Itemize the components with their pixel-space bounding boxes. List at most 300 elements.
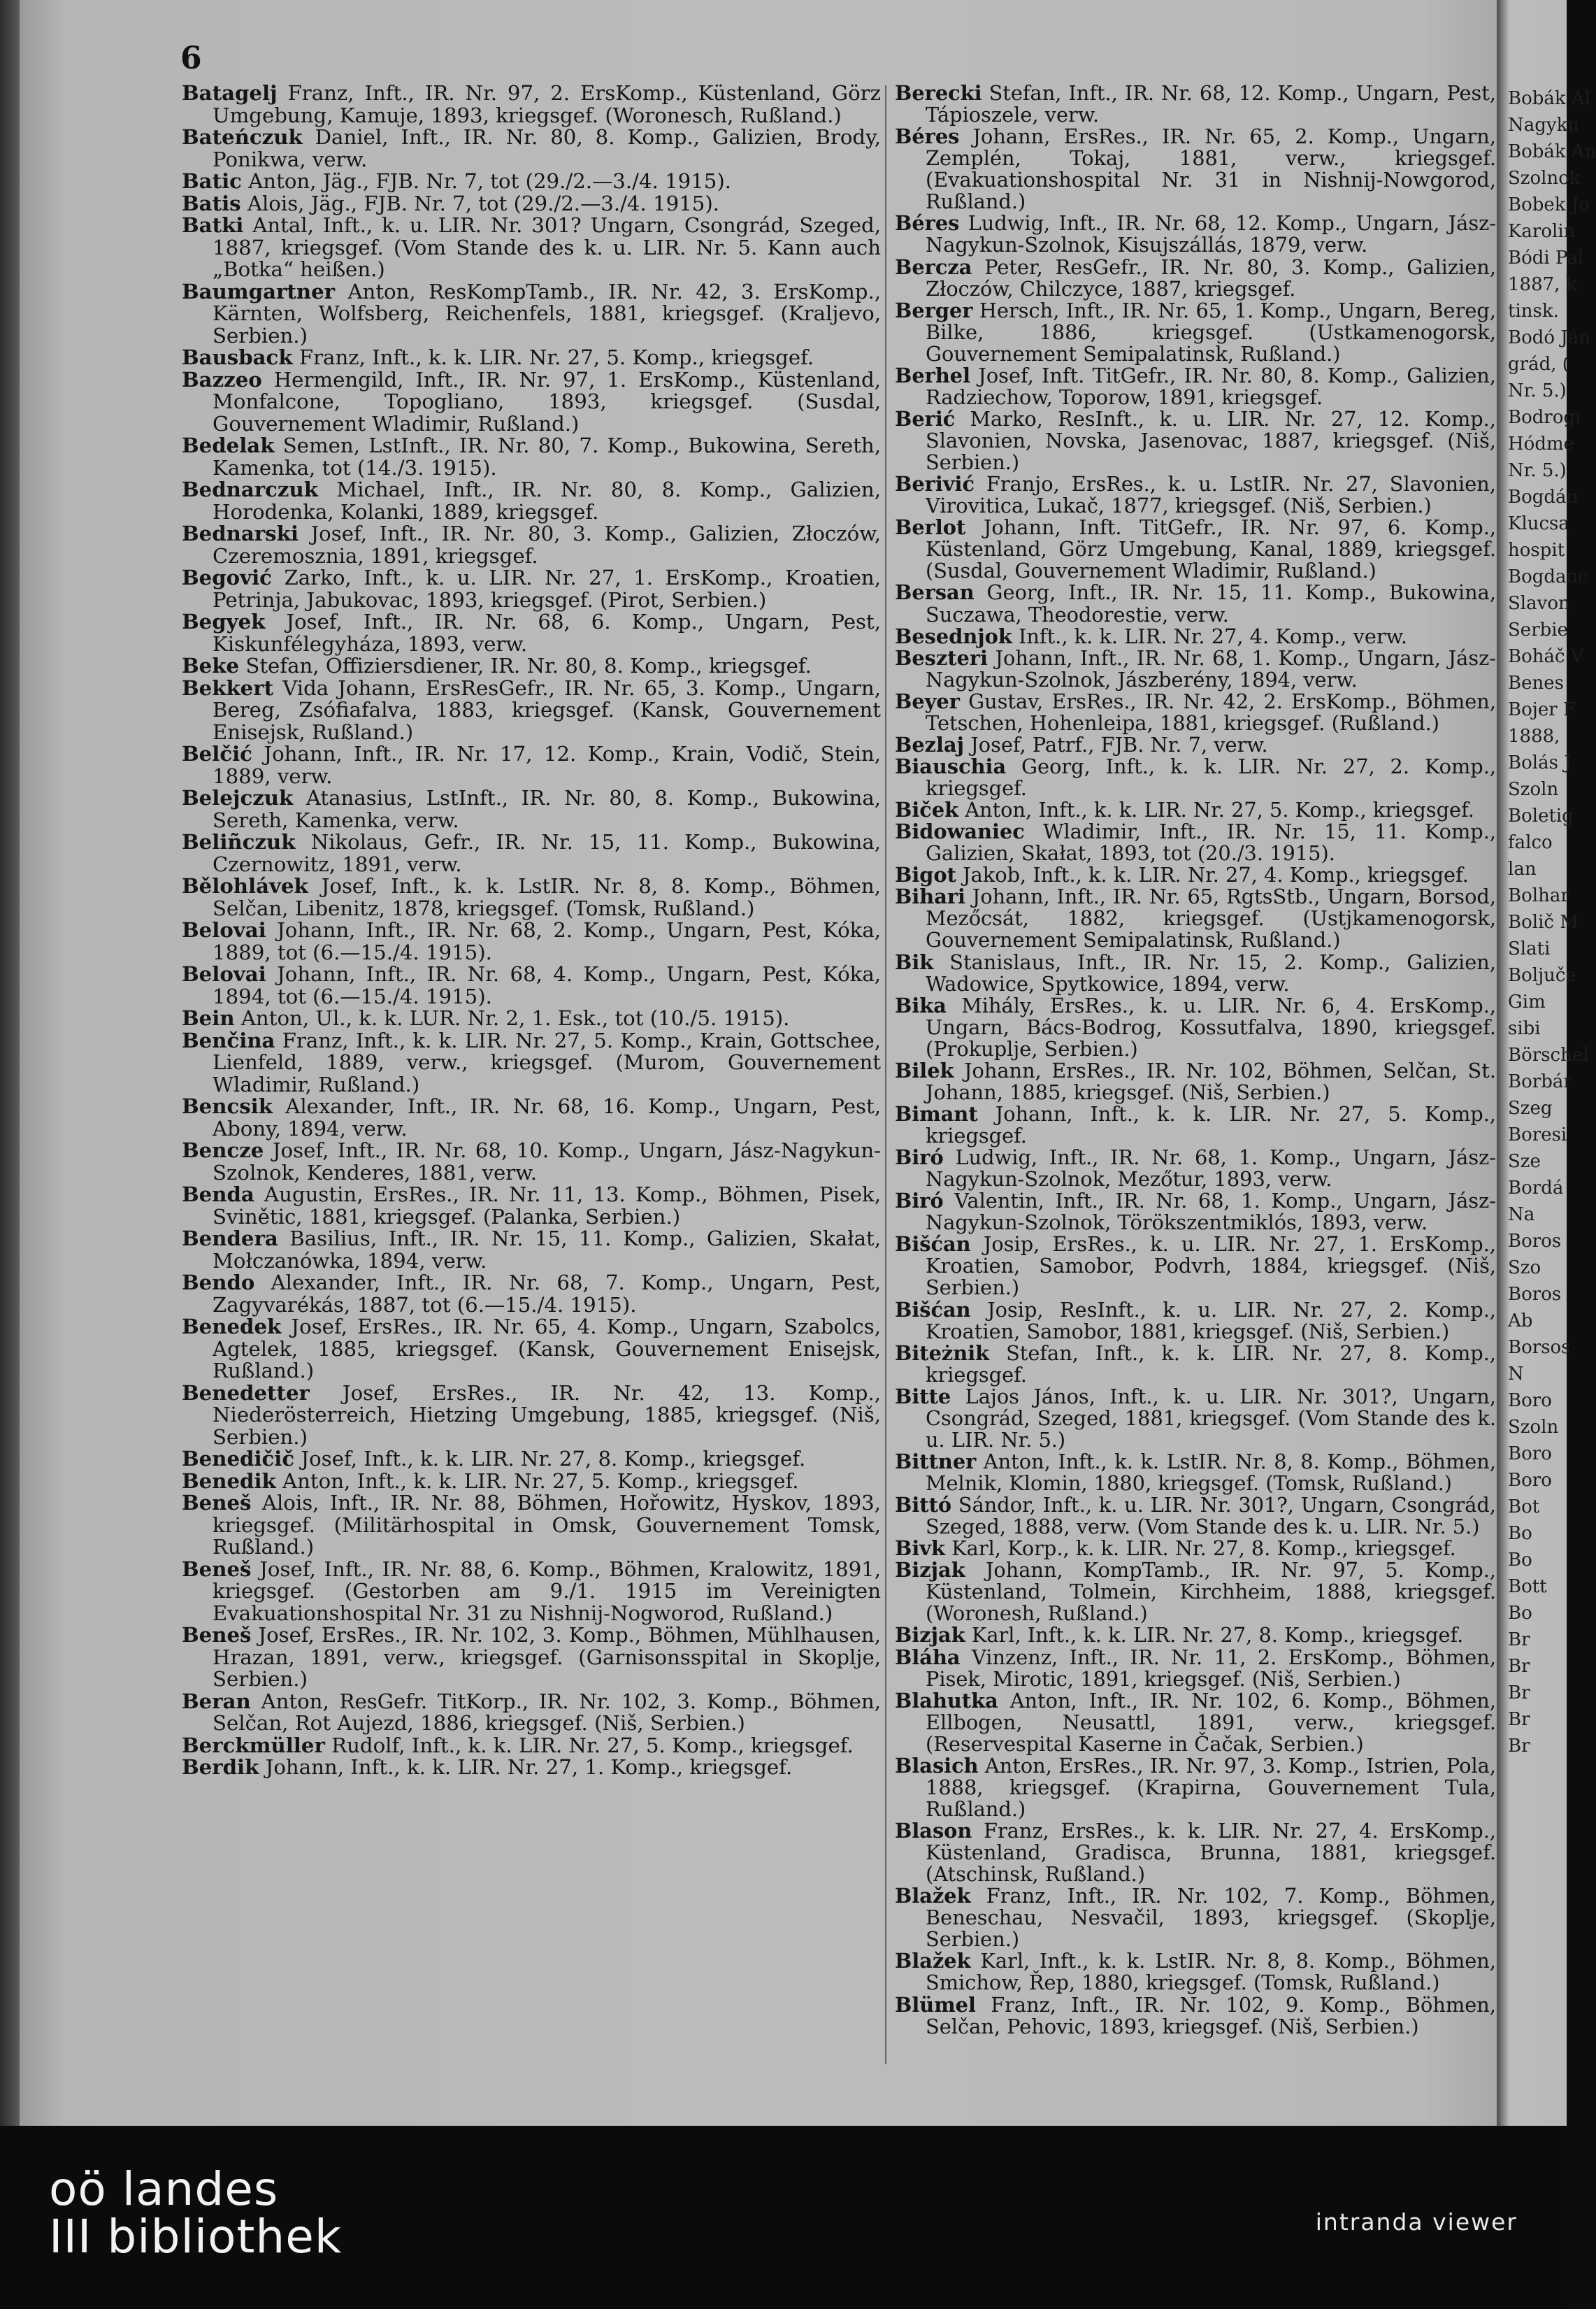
entry-surname: Bittner — [895, 1449, 977, 1473]
scanned-page — [20, 0, 1497, 2126]
column-divider — [885, 85, 886, 2064]
entry-details: Basilius, Inft., IR. Nr. 15, 11. Komp., Galizien, Skałat, Mołczanówka, 1894, verw. — [213, 1227, 881, 1273]
entry-details: Ludwig, Inft., IR. Nr. 68, 1. Komp., Ungarn, Jász-Nagykun-Szolnok, Mezőtur, 1893, verw. — [926, 1145, 1497, 1192]
next-page-line: N — [1508, 1364, 1524, 1385]
next-page-line: 1888, — [1508, 726, 1560, 747]
register-entry — [895, 1451, 1496, 1494]
register-entry — [895, 1950, 1496, 1994]
next-page-line: Boro — [1508, 1390, 1552, 1411]
next-page-line: Klucsa — [1508, 513, 1569, 534]
entry-surname: Batagelj — [182, 81, 278, 105]
register-entry — [182, 743, 881, 787]
register-entry — [895, 365, 1496, 408]
entry-surname: Berhel — [895, 363, 971, 387]
entry-surname: Berivić — [895, 472, 975, 496]
next-page-line: Bodó Ján — [1508, 327, 1590, 348]
entry-details: Johann, ErsRes., IR. Nr. 65, 2. Komp., Ungarn, Zemplén, Tokaj, 1881, verw., kriegsgef. (Evakuationshospital Nr. 31 in Nishnij-Nowgorod, Rußland.) — [926, 124, 1496, 214]
register-entry — [895, 300, 1496, 365]
entry-details: Gustav, ErsRes., IR. Nr. 42, 2. ErsKomp., Böhmen, Tetschen, Hohenleipa, 1881, kriegsgef. (Rußland.) — [926, 689, 1496, 735]
entry-details: Hersch, Inft., IR. Nr. 65, 1. Komp., Ungarn, Bereg, Bilke, 1886, kriegsgef. (Ustkamenogorsk, Gouvernement Semipalatinsk, Rußland.) — [926, 298, 1496, 366]
register-entry — [182, 1140, 881, 1184]
next-page-line: tinsk. — [1508, 301, 1559, 322]
register-entry — [182, 1382, 881, 1449]
register-entry — [182, 567, 881, 611]
entry-details: Stanislaus, Inft., IR. Nr. 15, 2. Komp., Galizien, Wadowice, Spytkowice, 1894, verw. — [926, 950, 1497, 996]
entry-details: Karl, Inft., k. k. LIR. Nr. 27, 8. Komp., kriegsgef. — [971, 1623, 1464, 1647]
entry-details: Alexander, Inft., IR. Nr. 68, 7. Komp., Ungarn, Pest, Zagyvarékás, 1887, tot (6.—15./4. 1915). — [213, 1271, 882, 1317]
next-page-line: Benes — [1508, 673, 1564, 694]
entry-surname: Bivk — [895, 1536, 945, 1561]
entry-details: Atanasius, LstInft., IR. Nr. 80, 8. Komp., Bukowina, Sereth, Kamenka, verw. — [213, 786, 881, 832]
entry-details: Franjo, ErsRes., k. u. LstIR. Nr. 27, Slavonien, Virovitica, Lukač, 1877, kriegsgef. (Niš, Serbien.) — [926, 472, 1497, 518]
next-page-line: Boresi — [1508, 1124, 1567, 1145]
entry-details: Jakob, Inft., k. k. LIR. Nr. 27, 4. Komp., kriegsgef. — [963, 863, 1469, 887]
register-entry — [895, 1647, 1496, 1690]
entry-details: Johann, Inft., IR. Nr. 68, 4. Komp., Ungarn, Pest, Kóka, 1894, tot (6.—15./4. 1915). — [213, 962, 882, 1008]
register-entry — [895, 1103, 1496, 1147]
entry-surname: Belčić — [182, 742, 252, 766]
entry-surname: Blümel — [895, 1992, 976, 2017]
next-page-line: Bogdán — [1508, 487, 1579, 508]
register-entry — [895, 626, 1496, 648]
register-entry — [182, 675, 882, 744]
entry-details: Anton, Inft., k. k. LstIR. Nr. 8, 8. Komp., Böhmen, Melnik, Klomin, 1880, kriegsgef. (Tomsk, Rußland.) — [926, 1449, 1496, 1495]
entry-surname: Biauschia — [895, 754, 1007, 778]
next-page-line: Szoln — [1508, 779, 1559, 800]
entry-details: Josef, Inft., IR. Nr. 68, 10. Komp., Ungarn, Jász-Nagykun-Szolnok, Kenderes, 1881, verw. — [213, 1138, 882, 1185]
entry-surname: Bedelak — [182, 434, 275, 457]
entry-details: Mihály, ErsRes., k. u. LIR. Nr. 6, 4. ErsKomp., Ungarn, Bács-Bodrog, Kossutfalva, 1890, kriegsgef. (Prokuplje, Serbien.) — [926, 993, 1496, 1061]
entry-surname: Blason — [895, 1819, 972, 1843]
entry-surname: Benedik — [182, 1468, 276, 1493]
entry-surname: Bednarski — [182, 522, 299, 545]
entry-surname: Béres — [895, 124, 960, 149]
entry-surname: Bekkert — [182, 675, 274, 700]
entry-details: Anton, Inft., k. k. LIR. Nr. 27, 5. Komp., kriegsgef. — [965, 798, 1474, 822]
entry-surname: Bercza — [895, 255, 972, 279]
next-page-line: Börschel — [1508, 1045, 1589, 1066]
entry-surname: Belovai — [182, 918, 266, 942]
entry-details: Johann, Inft., IR. Nr. 65, RgtsStb., Ungarn, Borsod, Mezőcsát, 1882, kriegsgef. (Ustjkamenogorsk, Gouvernement Semipalatinsk, Rußland.) — [926, 885, 1496, 952]
next-page-line: Br — [1508, 1629, 1530, 1650]
register-entry — [895, 1885, 1496, 1950]
entry-surname: Biteżnik — [895, 1341, 990, 1365]
register-entry — [182, 281, 881, 348]
entry-details: Johann, Inft., k. k. LIR. Nr. 27, 1. Komp., kriegsgef. — [265, 1755, 793, 1779]
entry-details: Nikolaus, Gefr., IR. Nr. 15, 11. Komp., Bukowina, Czernowitz, 1891, verw. — [213, 830, 881, 876]
entry-details: Franz, Inft., IR. Nr. 102, 9. Komp., Böhmen, Selčan, Pehovic, 1893, kriegsgef. (Niš, Serbien.) — [926, 1992, 1496, 2038]
next-page-line: Bolás J — [1508, 752, 1572, 773]
entry-surname: Bendo — [182, 1271, 255, 1294]
register-entry — [895, 257, 1496, 300]
entry-surname: Bencze — [182, 1138, 264, 1162]
next-page-line: 1887, k — [1508, 274, 1577, 295]
library-logo-line2[interactable]: III bibliothek — [49, 2210, 343, 2264]
register-entry — [895, 1060, 1496, 1103]
register-entry — [895, 1494, 1496, 1538]
next-page-line: Sze — [1508, 1151, 1541, 1172]
register-entry — [895, 517, 1496, 582]
register-entry — [182, 1757, 881, 1779]
entry-details: Josef, Inft., IR. Nr. 88, 6. Komp., Böhmen, Kralowitz, 1891, kriegsgef. (Gestorben am 9./1. 1915 im Vereinigten Evakuationshospital Nr. 31 zu Nishnij-Nogworod, Rußland.) — [213, 1557, 881, 1625]
left-column — [182, 83, 881, 1779]
register-entry — [182, 1559, 881, 1625]
register-entry — [895, 1559, 1496, 1624]
entry-surname: Belejczuk — [182, 786, 294, 810]
entry-details: Vida Johann, ErsResGefr., IR. Nr. 65, 3. Komp., Ungarn, Bereg, Zsófiafalva, 1883, kriegsgef. (Kansk, Gouvernement Enisejsk, Rußland.) — [213, 675, 882, 744]
register-entry — [182, 171, 881, 193]
register-entry — [182, 1448, 881, 1471]
register-entry — [895, 864, 1496, 886]
entry-details: Franz, Inft., k. k. LIR. Nr. 27, 5. Komp., kriegsgef. — [299, 345, 814, 369]
entry-surname: Beszteri — [895, 645, 988, 670]
next-page-line: Boro — [1508, 1470, 1552, 1491]
entry-surname: Bendera — [182, 1227, 278, 1250]
entry-surname: Biró — [895, 1189, 944, 1213]
next-page-line: Bolhar — [1508, 885, 1569, 906]
entry-surname: Begyek — [182, 610, 266, 634]
next-page-line: Ab — [1508, 1310, 1533, 1331]
register-entry — [895, 799, 1496, 821]
entry-surname: Batis — [182, 191, 241, 215]
entry-details: Anton, Inft., IR. Nr. 102, 6. Komp., Böhmen, Ellbogen, Neusattl, 1891, verw., kriegsgef. (Reservespital Kaserne in Čačak, Serbien.) — [926, 1688, 1496, 1756]
entry-details: Josip, ResInft., k. u. LIR. Nr. 27, 2. Komp., Kroatien, Samobor, 1881, kriegsgef. (Niš, Serbien.) — [926, 1297, 1497, 1343]
next-page-line: Szoln — [1508, 1417, 1559, 1438]
entry-details: Ludwig, Inft., IR. Nr. 68, 12. Komp., Ungarn, Jász-Nagykun-Szolnok, Kisujszállás, 1879, verw. — [926, 211, 1496, 257]
register-entry — [182, 1492, 881, 1559]
entry-details: Josef, ErsRes., IR. Nr. 65, 4. Komp., Ungarn, Szabolcs, Agtelek, 1885, kriegsgef. (Kansk, Gouvernement Enisejsk, Rußland.) — [213, 1315, 881, 1382]
next-page-line: Boro — [1508, 1443, 1552, 1464]
entry-surname: Batki — [182, 213, 244, 237]
entry-details: Anton, Ul., k. k. LUR. Nr. 2, 1. Esk., tot (10./5. 1915). — [240, 1006, 790, 1030]
entry-details: Anton, ResKompTamb., IR. Nr. 42, 3. ErsKomp., Kärnten, Wolfsberg, Reichenfels, 1881, kriegsgef. (Kraljevo, Serbien.) — [213, 279, 882, 348]
entry-details: Alois, Inft., IR. Nr. 88, Böhmen, Hořowitz, Hyskov, 1893, kriegsgef. (Militärhospital in Omsk, Gouvernement Tomsk, Rußland.) — [213, 1491, 881, 1559]
entry-details: Inft., k. k. LIR. Nr. 27, 4. Komp., verw. — [1019, 624, 1408, 648]
entry-details: Josef, ErsRes., IR. Nr. 102, 3. Komp., Böhmen, Mühlhausen, Hrazan, 1891, verw., kriegsgef. (Garnisonsspital in Skoplje, Serbien.) — [213, 1623, 881, 1691]
entry-details: Valentin, Inft., IR. Nr. 68, 1. Komp., Ungarn, Jász-Nagykun-Szolnok, Törökszentmiklós, 1893, verw. — [926, 1189, 1496, 1235]
register-entry — [182, 83, 881, 127]
entry-details: Josef, Inft. TitGefr., IR. Nr. 80, 8. Komp., Galizien, Radziechow, Toporow, 1891, kriegsgef. — [926, 363, 1497, 409]
next-page-line: grád, ( — [1508, 354, 1569, 375]
entry-surname: Bazzeo — [182, 367, 262, 392]
entry-surname: Besednjok — [895, 624, 1012, 648]
register-entry — [182, 435, 881, 479]
next-page-line: falco — [1508, 832, 1553, 853]
next-page-line: Na — [1508, 1204, 1535, 1225]
next-page-line: Bódi Pal — [1508, 248, 1584, 269]
book-gutter — [0, 0, 20, 2126]
entry-details: Josip, ErsRes., k. u. LIR. Nr. 27, 1. ErsKomp., Kroatien, Samobor, Podvrh, 1884, kriegsgef. (Niš, Serbien.) — [926, 1232, 1496, 1300]
entry-surname: Beran — [182, 1689, 251, 1713]
entry-surname: Bersan — [895, 580, 975, 605]
register-entry — [182, 479, 881, 523]
entry-surname: Berecki — [895, 81, 982, 105]
entry-details: Anton, ErsRes., IR. Nr. 97, 3. Komp., Istrien, Pola, 1888, kriegsgef. (Krapirna, Gouvernement Tula, Rußland.) — [926, 1753, 1497, 1821]
entry-surname: Bezlaj — [895, 732, 965, 757]
next-page-line: Bot — [1508, 1496, 1540, 1517]
entry-surname: Berger — [895, 298, 973, 322]
next-page-line: Br — [1508, 1656, 1530, 1677]
register-entry — [895, 952, 1496, 995]
register-entry — [895, 645, 1496, 692]
next-page-line: Hódme — [1508, 434, 1575, 455]
entry-details: Franz, Inft., IR. Nr. 97, 2. ErsKomp., Küstenland, Görz Umgebung, Kamuje, 1893, kriegsgef. (Woronesch, Rußland.) — [213, 81, 881, 127]
entry-surname: Berlot — [895, 515, 966, 540]
register-entry — [182, 964, 881, 1008]
entry-details: Georg, Inft., k. k. LIR. Nr. 27, 2. Komp., kriegsgef. — [926, 754, 1496, 800]
register-entry — [182, 1184, 881, 1228]
register-entry — [895, 582, 1496, 625]
register-entry — [182, 347, 881, 369]
entry-details: Lajos János, Inft., k. u. LIR. Nr. 301?, Ungarn, Csongrád, Szeged, 1881, kriegsgef. (Vom Stande des k. u. LIR. Nr. 5.) — [926, 1384, 1496, 1452]
entry-surname: Belovai — [182, 962, 266, 986]
entry-details: Franz, ErsRes., k. k. LIR. Nr. 27, 4. ErsKomp., Küstenland, Gradisca, Brunna, 1881, kriegsgef. (Atschinsk, Rußland.) — [926, 1819, 1496, 1887]
entry-details: Stefan, Inft., IR. Nr. 68, 12. Komp., Ungarn, Pest, Tápioszele, verw. — [926, 81, 1496, 127]
next-page-line: Boros — [1508, 1284, 1562, 1305]
entry-surname: Beliñczuk — [182, 830, 296, 854]
register-entry — [895, 1299, 1496, 1343]
entry-surname: Biró — [895, 1145, 944, 1170]
entry-details: Franz, Inft., IR. Nr. 102, 7. Komp., Böhmen, Beneschau, Nesvačil, 1893, kriegsgef. (Skoplje, Serbien.) — [926, 1884, 1496, 1952]
entry-details: Johann, KompTamb., IR. Nr. 97, 5. Komp., Küstenland, Tolmein, Kirchheim, 1888, kriegsgef. (Woronesh, Rußland.) — [926, 1558, 1496, 1626]
register-entry — [895, 1538, 1496, 1559]
register-entry — [182, 1624, 881, 1691]
entry-details: Michael, Inft., IR. Nr. 80, 8. Komp., Galizien, Horodenka, Kolanki, 1889, kriegsgef. — [213, 478, 881, 524]
entry-details: Alexander, Inft., IR. Nr. 68, 16. Komp., Ungarn, Pest, Abony, 1894, verw. — [213, 1094, 881, 1141]
next-page-line: Karolin — [1508, 221, 1576, 242]
register-entry — [895, 886, 1496, 951]
entry-details: Anton, Inft., k. k. LIR. Nr. 27, 5. Komp., kriegsgef. — [282, 1468, 799, 1493]
entry-details: Anton, Jäg., FJB. Nr. 7, tot (29./2.—3./4. 1915). — [248, 169, 732, 193]
entry-details: Karl, Inft., k. k. LstIR. Nr. 8, 8. Komp., Böhmen, Smichow, Řep, 1880, kriegsgef. (Tomsk, Rußland.) — [926, 1949, 1497, 1995]
entry-surname: Berdik — [182, 1755, 259, 1779]
register-entry — [182, 875, 881, 920]
entry-surname: Blahutka — [895, 1688, 998, 1713]
next-page-line: Nr. 5.) — [1508, 380, 1567, 401]
next-page-line: Nr. 5.) — [1508, 460, 1567, 481]
next-page-line: hospit — [1508, 540, 1565, 561]
register-entry — [895, 1690, 1496, 1755]
entry-surname: Beneš — [182, 1491, 252, 1515]
next-page-line: Nagyku — [1508, 115, 1580, 136]
next-page-line: Boljuče — [1508, 965, 1576, 986]
register-entry — [182, 611, 881, 655]
register-entry — [182, 1096, 881, 1140]
next-page-line: sibi — [1508, 1018, 1541, 1039]
entry-details: Peter, ResGefr., IR. Nr. 80, 3. Komp., Galizien, Złoczów, Chilczyce, 1887, kriegsgef. — [926, 255, 1496, 301]
next-page-line: Borsos — [1508, 1337, 1571, 1358]
register-entry — [895, 1343, 1496, 1386]
register-entry — [895, 1820, 1496, 1885]
entry-surname: Begović — [182, 566, 272, 589]
next-page-line: Slavon — [1508, 593, 1570, 614]
register-entry — [895, 1994, 1496, 2038]
next-page-line: Bordá — [1508, 1178, 1564, 1199]
entry-details: Johann, Inft., IR. Nr. 17, 12. Komp., Krain, Vodič, Stein, 1889, verw. — [213, 742, 882, 788]
next-page-line: Szolnok — [1508, 168, 1581, 189]
entry-details: Josef, ErsRes., IR. Nr. 42, 13. Komp., Niederösterreich, Hietzing Umgebung, 1885, kriegsgef. (Niš, Serbien.) — [213, 1380, 882, 1449]
register-entry — [895, 995, 1496, 1060]
entry-details: Franz, Inft., k. k. LIR. Nr. 27, 5. Komp., Krain, Gottschee, Lienfeld, 1889, verw., kriegsgef. (Murom, Gouvernement Wladimir, Rußland.) — [213, 1028, 881, 1096]
register-entry — [182, 1228, 881, 1272]
next-page-line: Bo — [1508, 1550, 1532, 1571]
register-entry — [895, 691, 1496, 734]
entry-details: Daniel, Inft., IR. Nr. 80, 8. Komp., Galizien, Brody, Ponikwa, verw. — [213, 125, 881, 171]
next-page-line: Slati — [1508, 938, 1551, 959]
entry-surname: Blasich — [895, 1753, 979, 1778]
register-entry — [182, 523, 881, 567]
next-page-line: Serbie — [1508, 620, 1568, 641]
entry-details: Semen, LstInft., IR. Nr. 80, 7. Komp., Bukowina, Sereth, Kamenka, tot (14./3. 1915). — [213, 434, 881, 480]
register-entry — [895, 1147, 1496, 1190]
next-page-line: Borbár — [1508, 1071, 1572, 1092]
next-page-line: Bojer F — [1508, 699, 1576, 720]
entry-surname: Bateńczuk — [182, 125, 303, 149]
entry-surname: Benčina — [182, 1028, 275, 1052]
register-entry — [895, 1234, 1496, 1299]
next-page-line: Bobák An — [1508, 141, 1596, 162]
entry-details: Sándor, Inft., k. u. LIR. Nr. 301?, Ungarn, Csongrád, Szeged, 1888, verw. (Vom Stande des k. u. LIR. Nr. 5.) — [926, 1493, 1497, 1539]
register-entry — [182, 787, 881, 831]
entry-surname: Berckmüller — [182, 1733, 325, 1757]
entry-surname: Bimant — [895, 1101, 978, 1126]
next-page-line: Bolič M — [1508, 912, 1579, 933]
register-entry — [182, 1316, 881, 1382]
register-entry — [895, 1624, 1496, 1646]
entry-surname: Bělohlávek — [182, 874, 308, 898]
register-entry — [182, 1030, 881, 1096]
entry-surname: Bizjak — [895, 1558, 965, 1582]
next-page-line: Bobek Jo — [1508, 194, 1590, 215]
right-column — [895, 83, 1496, 2038]
register-entry — [895, 408, 1496, 473]
register-entry — [182, 1691, 881, 1735]
entry-surname: Benedetter — [182, 1380, 310, 1405]
entry-details: Vinzenz, Inft., IR. Nr. 11, 2. ErsKomp., Böhmen, Pisek, Mirotic, 1891, kriegsgef. (Niš, Serbien.) — [926, 1645, 1497, 1691]
entry-details: Wladimir, Inft., IR. Nr. 15, 11. Komp., Galizien, Skałat, 1893, tot (20./3. 1915). — [926, 820, 1497, 866]
entry-details: Alois, Jäg., FJB. Nr. 7, tot (29./2.—3./4. 1915). — [247, 191, 720, 215]
entry-details: Augustin, ErsRes., IR. Nr. 11, 13. Komp., Böhmen, Pisek, Svinětic, 1881, kriegsgef. (Palanka, Serbien.) — [213, 1182, 882, 1229]
next-page-line: Szo — [1508, 1257, 1541, 1278]
next-page-line: Boros — [1508, 1231, 1562, 1252]
entry-surname: Bencsik — [182, 1094, 273, 1118]
next-page-line: Bodrogi — [1508, 407, 1581, 428]
register-entry — [895, 756, 1496, 799]
next-page-line: Bobák Al — [1508, 88, 1591, 109]
register-entry — [895, 821, 1496, 864]
register-entry — [182, 193, 881, 215]
entry-details: Karl, Korp., k. k. LIR. Nr. 27, 8. Komp., kriegsgef. — [951, 1536, 1456, 1561]
entry-surname: Biček — [895, 798, 959, 822]
entry-surname: Bidowaniec — [895, 820, 1025, 844]
entry-surname: Bika — [895, 993, 947, 1017]
register-entry — [895, 1190, 1496, 1234]
page-number: 6 — [180, 41, 202, 76]
next-page-line: Br — [1508, 1682, 1530, 1703]
register-entry — [895, 473, 1496, 517]
viewer-brand-label[interactable]: intranda viewer — [1315, 2208, 1518, 2236]
register-entry — [182, 920, 881, 964]
register-entry — [182, 127, 881, 171]
register-entry — [182, 1735, 881, 1757]
entry-surname: Bihari — [895, 885, 965, 909]
entry-surname: Béres — [895, 211, 960, 236]
entry-surname: Beke — [182, 654, 240, 678]
entry-surname: Blažek — [895, 1949, 971, 1973]
entry-details: Josef, Inft., IR. Nr. 68, 6. Komp., Ungarn, Pest, Kiskunfélegyháza, 1893, verw. — [213, 610, 881, 656]
entry-surname: Beneš — [182, 1623, 252, 1647]
register-entry — [895, 1386, 1496, 1451]
entry-details: Johann, ErsRes., IR. Nr. 102, Böhmen, Selčan, St. Johann, 1885, kriegsgef. (Niš, Serbien.) — [926, 1058, 1496, 1104]
entry-surname: Benedek — [182, 1315, 282, 1338]
next-page-line: Br — [1508, 1736, 1530, 1757]
next-page-line: Br — [1508, 1709, 1530, 1730]
register-entry — [895, 126, 1496, 213]
entry-surname: Benda — [182, 1182, 254, 1206]
entry-details: Johann, Inft. TitGefr., IR. Nr. 97, 6. Komp., Küstenland, Görz Umgebung, Kanal, 1889, kriegsgef. (Susdal, Gouvernement Wladimir, Rußland.) — [926, 515, 1497, 583]
entry-details: Rudolf, Inft., k. k. LIR. Nr. 27, 5. Komp., kriegsgef. — [331, 1733, 854, 1757]
next-page-line: Boletig — [1508, 806, 1574, 827]
next-page-line: Bogdanc — [1508, 566, 1588, 587]
entry-surname: Bišćan — [895, 1232, 971, 1257]
entry-surname: Bausback — [182, 345, 293, 369]
entry-surname: Bein — [182, 1006, 235, 1030]
entry-details: Josef, Inft., IR. Nr. 80, 3. Komp., Galizien, Złoczów, Czeremosznia, 1891, kriegsgef. — [213, 522, 881, 568]
entry-details: Josef, Inft., k. k. LstIR. Nr. 8, 8. Komp., Böhmen, Selčan, Libenitz, 1878, kriegsgef. (Tomsk, Rußland.) — [213, 874, 881, 920]
entry-details: Johann, Inft., IR. Nr. 68, 2. Komp., Ungarn, Pest, Kóka, 1889, tot (6.—15./4. 1915). — [213, 918, 882, 964]
register-entry — [182, 831, 881, 875]
entry-details: Stefan, Offiziersdiener, IR. Nr. 80, 8. Komp., kriegsgef. — [245, 654, 812, 678]
next-page-line: lan — [1508, 859, 1537, 880]
entry-details: Georg, Inft., IR. Nr. 15, 11. Komp., Bukowina, Suczawa, Theodorestie, verw. — [926, 580, 1496, 627]
library-logo-line1[interactable]: oö landes — [49, 2162, 279, 2216]
entry-surname: Beyer — [895, 689, 960, 713]
entry-surname: Bilek — [895, 1058, 954, 1082]
entry-details: Josef, Inft., k. k. LIR. Nr. 27, 8. Komp., kriegsgef. — [301, 1447, 806, 1471]
next-page-line: Bo — [1508, 1603, 1532, 1624]
entry-surname: Beneš — [182, 1557, 252, 1581]
next-page-line: Bo — [1508, 1523, 1532, 1544]
register-entry — [182, 1008, 881, 1030]
next-page-line: Boháč V — [1508, 646, 1584, 667]
register-entry — [182, 215, 881, 281]
entry-surname: Bik — [895, 950, 934, 974]
entry-details: Johann, Inft., k. k. LIR. Nr. 27, 5. Komp., kriegsgef. — [926, 1101, 1497, 1148]
entry-details: Marko, ResInft., k. u. LIR. Nr. 27, 12. Komp., Slavonien, Novska, Jasenovac, 1887, kriegsgef. (Niš, Serbien.) — [926, 406, 1496, 475]
entry-details: Antal, Inft., k. u. LIR. Nr. 301? Ungarn, Csongrád, Szeged, 1887, kriegsgef. (Vom Stande des k. u. LIR. Nr. 5. Kann auch „Botka“ heißen.) — [213, 213, 881, 281]
entry-details: Zarko, Inft., k. u. LIR. Nr. 27, 1. ErsKomp., Kroatien, Petrinja, Jabukovac, 1893, kriegsgef. (Pirot, Serbien.) — [213, 566, 881, 612]
entry-details: Hermengild, Inft., IR. Nr. 97, 1. ErsKomp., Küstenland, Monfalcone, Topogliano, 1893, kriegsgef. (Susdal, Gouvernement Wladimir, Rußland.) — [213, 367, 881, 436]
entry-surname: Batic — [182, 169, 242, 193]
register-entry — [895, 1755, 1496, 1820]
entry-surname: Benedičič — [182, 1447, 295, 1471]
register-entry — [895, 213, 1496, 256]
next-page-edge — [1497, 0, 1596, 2126]
entry-surname: Bittó — [895, 1493, 952, 1517]
entry-surname: Bigot — [895, 863, 956, 887]
entry-details: Johann, Inft., IR. Nr. 68, 1. Komp., Ungarn, Jász-Nagykun-Szolnok, Jászberény, 1894, verw. — [926, 645, 1496, 692]
entry-details: Josef, Patrf., FJB. Nr. 7, verw. — [970, 732, 1268, 757]
entry-details: Anton, ResGefr. TitKorp., IR. Nr. 102, 3. Komp., Böhmen, Selčan, Rot Aujezd, 1886, kriegsgef. (Niš, Serbien.) — [213, 1689, 881, 1735]
entry-surname: Baumgartner — [182, 279, 336, 303]
entry-surname: Bišćan — [895, 1297, 971, 1322]
register-entry — [895, 734, 1496, 756]
entry-surname: Bizjak — [895, 1623, 965, 1647]
next-page-line: Gim — [1508, 992, 1546, 1013]
next-page-line: Szeg — [1508, 1098, 1553, 1119]
register-entry — [182, 369, 881, 436]
entry-surname: Blažek — [895, 1884, 971, 1908]
